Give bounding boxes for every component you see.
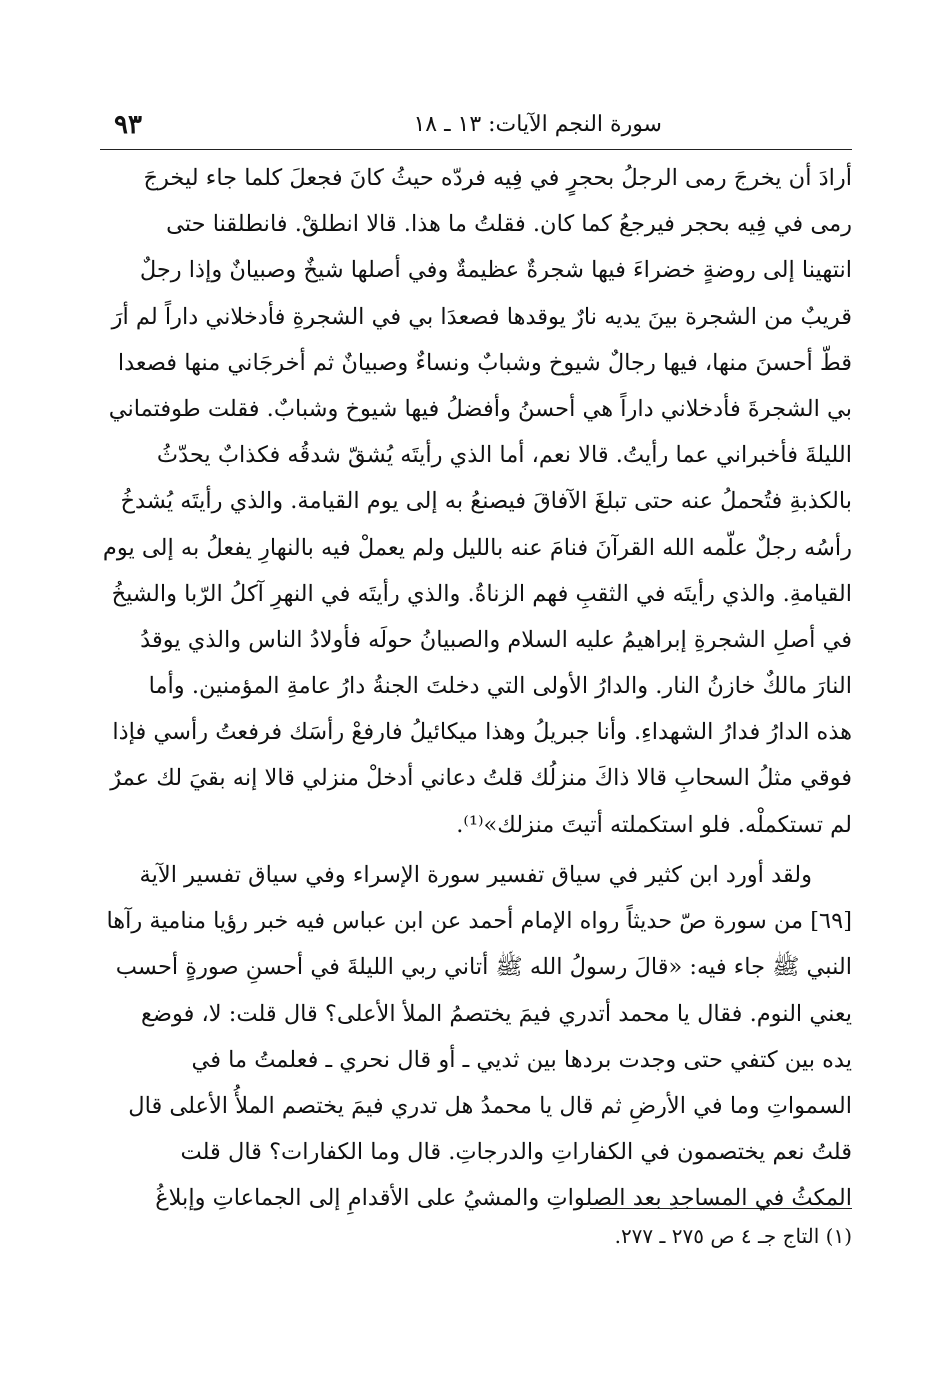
text-line: هذه الدارُ فدارُ الشهداءِ. وأنا جبريلُ وهذا ميكائيلُ فارفعْ رأسَك فرفعتُ رأسي فإذا: [112, 719, 852, 746]
text-line: النارَ مالكٌ خازنُ النار. والدارُ الأولى التي دخلتَ الجنةُ دارُ عامةِ المؤمنين. وأما: [148, 673, 852, 700]
footnote: (١) التاج جـ ٤ ص ٢٧٥ ـ ٢٧٧.: [614, 1224, 852, 1248]
text-line: قطّ أحسنَ منها، فيها رجالٌ شيوخ وشبابٌ ونساءٌ وصبيانٌ ثم أخرجَاني منها فصعدا: [117, 349, 852, 376]
text-line: النبي ﷺ جاء فيه: «قالَ رسولُ الله ﷺ أتاني ربي الليلةَ في أحسنِ صورةٍ أحسب: [115, 954, 852, 981]
text-line: المكثُ في المساجدِ بعد الصلواتِ والمشيُ على الأقدامِ إلى الجماعاتِ وإبلاغُ: [155, 1185, 852, 1212]
text-line: القيامةِ. والذي رأيتَه في الثقبِ فهم الزناةُ. والذي رأيتَه في النهرِ آكلُ الرّبا والشيخُ: [111, 580, 852, 607]
paragraph-ibn-kathir: [100, 852, 852, 1222]
text-line: قريبٌ من الشجرة بينَ يديه نارٌ يوقدها فصعدَا بي في الشجرةِ فأدخلاني داراً لم أرَ: [111, 303, 852, 330]
header-rule: [100, 149, 852, 150]
footnote-rule: [590, 1208, 852, 1209]
text-line: يعني النوم. فقال يا محمد أتدري فيمَ يختصمُ الملأ الأعلى؟ قال قلت: لا، فوضع: [140, 1000, 852, 1027]
running-title: سورة النجم الآيات: ١٣ ـ ١٨: [413, 112, 662, 137]
text-line: رأسُه رجلٌ علّمه الله القرآنَ فنامَ عنه بالليل ولم يعملْ فيه بالنهارِ يفعلُ به إلى يوم: [102, 534, 852, 561]
text-line: الليلةَ فأخبراني عما رأيتُ. قالا نعم، أما الذي رأيتَه يُشقّ شدقُه فكذابٌ يحدّثُ: [156, 442, 852, 469]
text-line: السمواتِ وما في الأرضِ ثم قال يا محمدُ هل تدري فيمَ يختصم الملأُ الأعلى قال: [128, 1092, 852, 1119]
text-line: فوقي مثلُ السحابِ قالا ذاكَ منزلُك قلتُ دعاني أدخلْ منزلي قالا إنه بقيَ لك عمرٌ: [110, 765, 852, 792]
text-line: يده بين كتفي حتى وجدت بردها بين ثديي ـ أو قال نحري ـ فعلمتُ ما في: [191, 1046, 852, 1073]
text-line: [٦٩] من سورة صّ حديثاً رواه الإمام أحمد عن ابن عباس فيه خبر رؤيا منامية رآها: [106, 908, 852, 935]
text-line: بي الشجرةَ فأدخلاني داراً هي أحسنُ وأفضلُ فيها شيوخ وشبابٌ. فقلت طوفتماني: [108, 395, 852, 422]
text-line: انتهينا إلى روضةٍ خضراءَ فيها شجرةٌ عظيمةٌ وفي أصلها شيخٌ وصبيانٌ وإذا رجلٌ: [139, 257, 852, 284]
text-line: أرادَ أن يخرجَ رمى الرجلُ بحجرٍ في فِيه فردّه حيثُ كانَ فجعلَ كلما جاء ليخرجَ: [143, 165, 852, 191]
text-line: في أصلِ الشجرةِ إبراهيمُ عليه السلام والصبيانُ حولَه فأولادُ الناس والذي يوقدُ: [140, 626, 852, 653]
page-header: [100, 108, 852, 148]
text-line-first: ولقد أورد ابن كثير في سياق تفسير سورة الإسراء وفي سياق تفسير الآية: [139, 862, 812, 888]
paragraph-hadith-continuation: [100, 155, 852, 848]
text-line: قلتُ نعم يختصمون في الكفاراتِ والدرجاتِ. قال وما الكفارات؟ قال قلت: [180, 1139, 852, 1166]
text-line: رمى في فِيه بحجر فيرجعُ كما كان. فقلتُ ما هذا. قالا انطلقْ. فانطلقنا حتى: [166, 211, 852, 238]
page-number: ٩٣: [114, 110, 142, 140]
text-line-last: لم تستكملْه. فلو استكملته أتيتَ منزلك»⁽¹⁾.: [456, 811, 852, 838]
text-line: بالكذبةِ فتُحملُ عنه حتى تبلغَ الآفاقَ فيصنعُ به إلى يوم القيامة. والذي رأيتَه يُشدخُ: [120, 488, 852, 515]
